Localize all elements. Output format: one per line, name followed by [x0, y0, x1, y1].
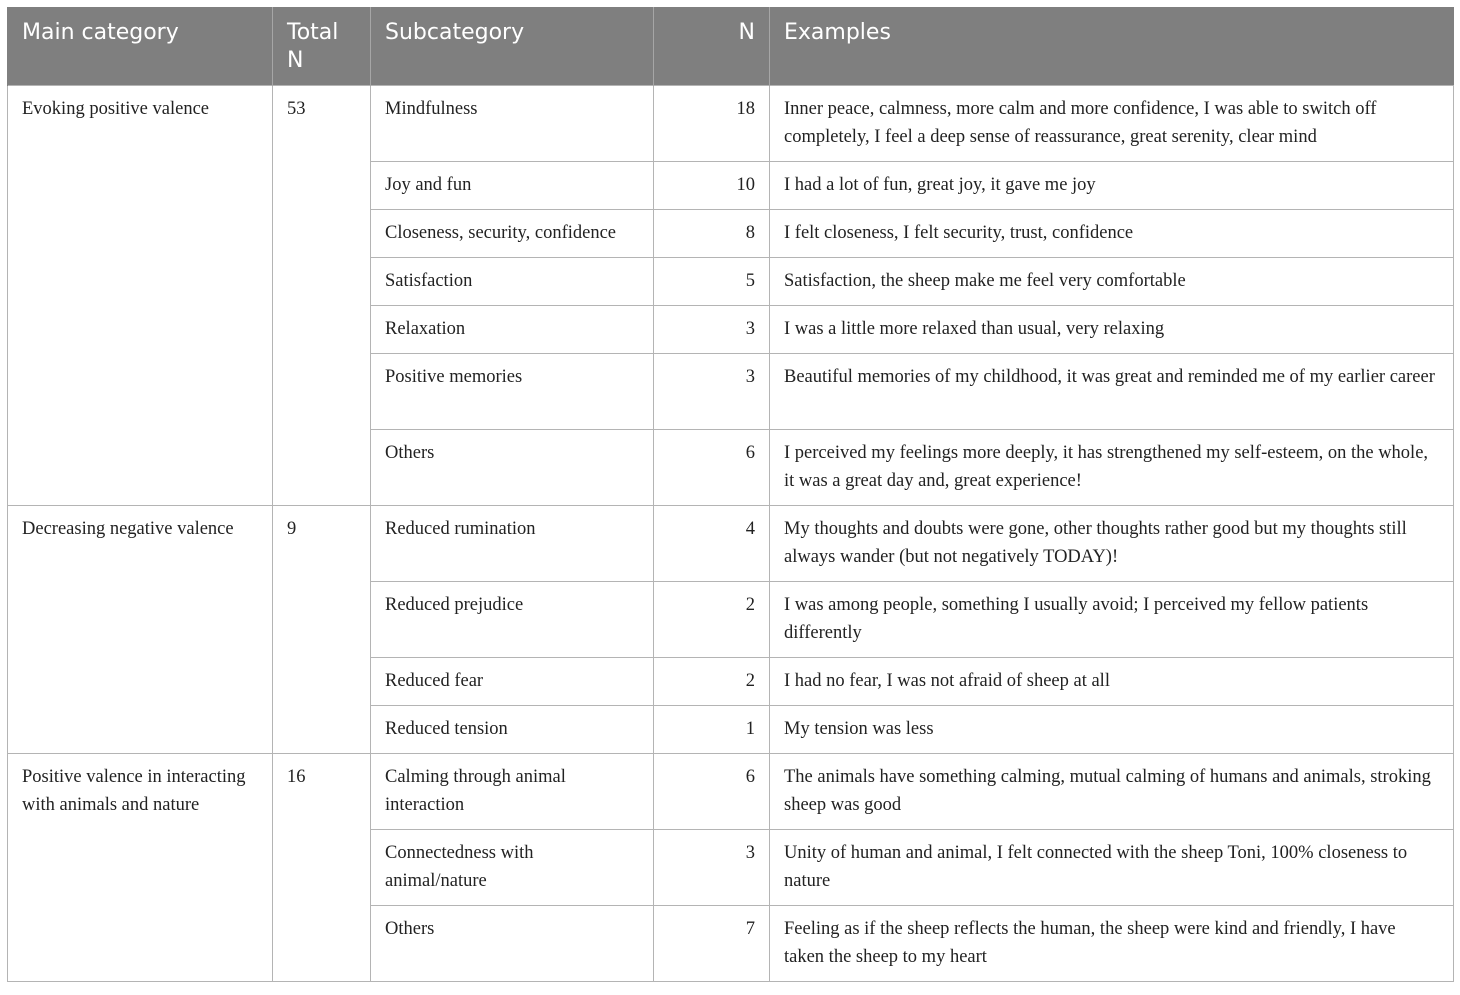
subcategory-cell: Reduced prejudice: [371, 582, 654, 658]
n-cell: 1: [654, 706, 770, 754]
n-cell: 2: [654, 582, 770, 658]
n-cell: 8: [654, 210, 770, 258]
subcategory-cell: Reduced rumination: [371, 506, 654, 582]
main-category-cell: Evoking positive valence: [8, 86, 273, 506]
examples-cell: Feeling as if the sheep reflects the human, the sheep were kind and friendly, I have taken the sheep to my heart: [770, 906, 1454, 982]
header-subcategory: Subcategory: [371, 7, 654, 86]
subcategory-cell: Relaxation: [371, 306, 654, 354]
n-cell: 10: [654, 162, 770, 210]
main-category-cell: Positive valence in interacting with animals and nature: [8, 754, 273, 982]
total-n-cell: 16: [273, 754, 371, 982]
n-cell: 7: [654, 906, 770, 982]
examples-cell: Beautiful memories of my childhood, it was great and reminded me of my earlier career: [770, 354, 1454, 430]
subcategory-cell: Closeness, security, confidence: [371, 210, 654, 258]
total-n-cell: 9: [273, 506, 371, 754]
subcategory-cell: Others: [371, 430, 654, 506]
table-header: [8, 7, 1454, 86]
subcategory-cell: Connectedness with animal/nature: [371, 830, 654, 906]
examples-cell: Inner peace, calmness, more calm and more confidence, I was able to switch off completely, I feel a deep sense of reassurance, great serenity, clear mind: [770, 86, 1454, 162]
examples-cell: My thoughts and doubts were gone, other thoughts rather good but my thoughts still always wander (but not negatively TODAY)!: [770, 506, 1454, 582]
examples-cell: Unity of human and animal, I felt connected with the sheep Toni, 100% closeness to nature: [770, 830, 1454, 906]
subcategory-cell: Positive memories: [371, 354, 654, 430]
examples-cell: I had a lot of fun, great joy, it gave me joy: [770, 162, 1454, 210]
results-table: [7, 7, 1454, 982]
examples-cell: I was a little more relaxed than usual, very relaxing: [770, 306, 1454, 354]
header-total-n: Total N: [273, 7, 371, 86]
table-body: [8, 86, 1454, 982]
n-cell: 2: [654, 658, 770, 706]
n-cell: 5: [654, 258, 770, 306]
header-main-category: Main category: [8, 7, 273, 86]
examples-cell: My tension was less: [770, 706, 1454, 754]
subcategory-cell: Calming through animal interaction: [371, 754, 654, 830]
subcategory-cell: Reduced tension: [371, 706, 654, 754]
subcategory-cell: Satisfaction: [371, 258, 654, 306]
total-n-cell: 53: [273, 86, 371, 506]
header-n: N: [654, 7, 770, 86]
examples-cell: I felt closeness, I felt security, trust, confidence: [770, 210, 1454, 258]
subcategory-cell: Reduced fear: [371, 658, 654, 706]
examples-cell: I was among people, something I usually avoid; I perceived my fellow patients differently: [770, 582, 1454, 658]
n-cell: 18: [654, 86, 770, 162]
table-row: [8, 754, 1454, 830]
subcategory-cell: Joy and fun: [371, 162, 654, 210]
examples-cell: Satisfaction, the sheep make me feel very comfortable: [770, 258, 1454, 306]
examples-cell: I perceived my feelings more deeply, it has strengthened my self-esteem, on the whole, it was a great day and, great experience!: [770, 430, 1454, 506]
table-row: [8, 86, 1454, 162]
n-cell: 6: [654, 754, 770, 830]
n-cell: 4: [654, 506, 770, 582]
subcategory-cell: Mindfulness: [371, 86, 654, 162]
examples-cell: I had no fear, I was not afraid of sheep at all: [770, 658, 1454, 706]
examples-cell: The animals have something calming, mutual calming of humans and animals, stroking sheep was good: [770, 754, 1454, 830]
subcategory-cell: Others: [371, 906, 654, 982]
n-cell: 3: [654, 354, 770, 430]
n-cell: 6: [654, 430, 770, 506]
header-examples: Examples: [770, 7, 1454, 86]
n-cell: 3: [654, 830, 770, 906]
main-category-cell: Decreasing negative valence: [8, 506, 273, 754]
n-cell: 3: [654, 306, 770, 354]
table-row: [8, 506, 1454, 582]
